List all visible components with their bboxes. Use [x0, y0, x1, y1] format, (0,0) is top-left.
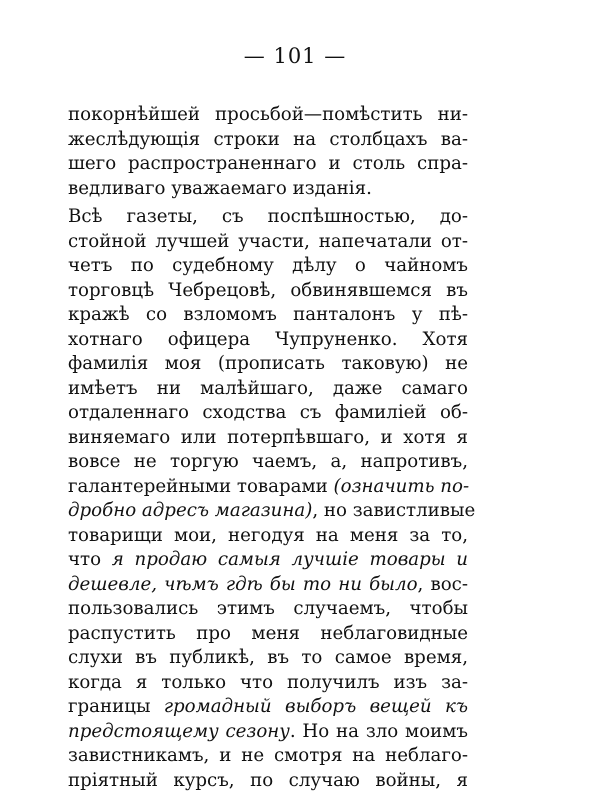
- text-line: [68, 426, 468, 451]
- text-segment: пріятный курсъ, по случаю войны, я: [68, 769, 468, 791]
- italic-text-segment: я продаю самыя лучшіе товары и: [111, 549, 468, 570]
- text-line: [68, 450, 468, 475]
- text-line: [68, 622, 468, 647]
- text-segment: распустить про меня неблаговидные: [68, 622, 468, 644]
- text-line: [68, 205, 468, 230]
- paragraph-2: [68, 205, 476, 793]
- text-line: [68, 103, 468, 128]
- text-line: [68, 744, 468, 769]
- text-line: [68, 303, 468, 328]
- text-line: [68, 695, 468, 720]
- text-segment: покорнѣйшей просьбой—помѣстить ни-: [68, 104, 468, 125]
- text-line: [68, 177, 468, 202]
- text-segment: что: [68, 549, 112, 570]
- text-segment: пользовались этимъ случаемъ, чтобы: [68, 598, 468, 619]
- text-segment: , но завистливые: [312, 500, 476, 521]
- text-segment: виняемаго или потерпѣвшаго, и хотя я: [68, 426, 468, 448]
- text-line: [68, 128, 468, 153]
- text-segment: галантерейными товарами: [68, 475, 334, 497]
- italic-text-segment: громадный выборъ вещей къ: [163, 696, 469, 717]
- text-line: [68, 499, 476, 524]
- text-segment: границы: [68, 696, 164, 717]
- text-line: [68, 720, 468, 745]
- text-segment: хотнаго офицера Чупруненко. Хотя: [68, 328, 468, 350]
- text-line: [68, 279, 468, 304]
- text-line: [68, 548, 468, 573]
- text-line: [68, 152, 468, 177]
- text-line: [68, 573, 468, 598]
- text-line: [68, 475, 468, 500]
- text-line: [68, 524, 468, 549]
- text-line: [68, 328, 468, 353]
- italic-text-segment: (означить по-: [333, 475, 470, 497]
- text-segment: отдаленнаго сходства съ фамиліей об-: [68, 402, 468, 423]
- text-segment: вовсе не торгую чаемъ, а, напротивъ,: [68, 451, 468, 472]
- text-segment: торговцѣ Чебрецовѣ, обвинявшемся въ: [68, 279, 468, 301]
- italic-text-segment: предстоящему сезону: [68, 720, 290, 742]
- page-number: — 101 —: [243, 44, 347, 68]
- italic-text-segment: дробно адресъ магазина): [68, 500, 313, 521]
- text-segment: товарищи мои, негодуя на меня за то,: [68, 524, 468, 546]
- text-segment: фамилія моя (прописать таковую) не: [68, 353, 468, 374]
- paragraph-1: [68, 103, 468, 201]
- text-segment: четъ по судебному дѣлу о чайномъ: [68, 255, 468, 276]
- text-segment: слухи въ публикѣ, въ то самое время,: [68, 647, 468, 668]
- text-segment: стойной лучшей участи, напечатали от-: [68, 230, 468, 252]
- text-line: [68, 254, 468, 279]
- text-line: [68, 352, 468, 377]
- text-line: [68, 230, 468, 255]
- text-line: [68, 671, 468, 696]
- text-segment: Всѣ газеты, съ поспѣшностью, до-: [68, 206, 468, 227]
- text-segment: имѣетъ ни малѣйшаго, даже самаго: [68, 377, 468, 399]
- text-segment: когда я только что получилъ изъ за-: [68, 671, 468, 693]
- text-line: [68, 401, 468, 426]
- text-line: [68, 769, 468, 794]
- text-segment: завистникамъ, и не смотря на неблаго-: [68, 745, 468, 766]
- text-line: [68, 377, 468, 402]
- text-line: [68, 646, 468, 671]
- text-segment: ведливаго уважаемаго изданія.: [68, 177, 372, 199]
- text-segment: , вос-: [417, 573, 468, 595]
- text-segment: . Но на зло моимъ: [289, 720, 468, 742]
- text-segment: кражѣ со взломомъ панталонъ у пѣ-: [68, 304, 468, 325]
- text-segment: жеслѣдующія строки на столбцахъ ва-: [68, 128, 468, 150]
- italic-text-segment: дешевле, чѣмъ гдѣ бы то ни было: [68, 573, 418, 595]
- text-line: [68, 597, 468, 622]
- text-segment: шего распространеннаго и столь спра-: [68, 153, 468, 174]
